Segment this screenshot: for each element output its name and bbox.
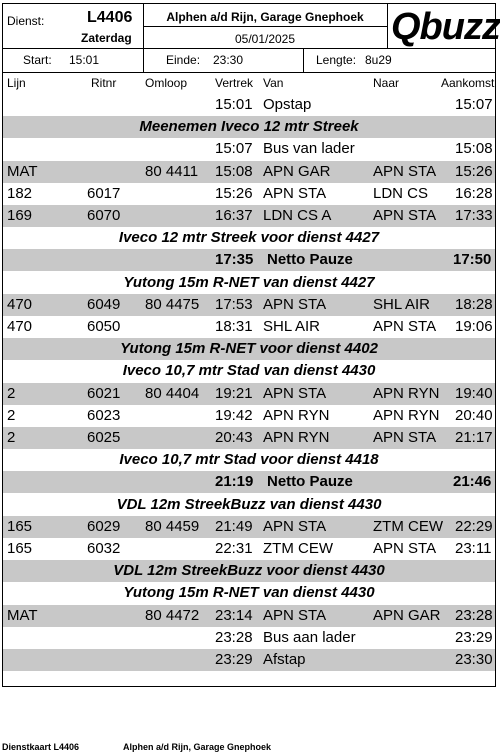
col-van: Van bbox=[263, 76, 284, 90]
cell-aankomst: 15:08 bbox=[455, 140, 493, 158]
cell-ritnr: 6021 bbox=[87, 384, 121, 402]
vehicle-note-text: Yutong 15m R-NET van dienst 4427 bbox=[123, 273, 375, 291]
cell-van: APN STA bbox=[263, 606, 327, 624]
divider bbox=[303, 48, 304, 72]
cell-naar: LDN CS bbox=[373, 184, 429, 202]
cell-vertrek: 23:14 bbox=[215, 606, 253, 624]
cell-lijn: 470 bbox=[7, 318, 33, 335]
cell-naar: APN STA bbox=[373, 162, 437, 180]
cell-vertrek: 15:01 bbox=[215, 96, 253, 113]
cell-van: APN RYN bbox=[263, 429, 330, 446]
cell-vertrek: 19:42 bbox=[215, 406, 253, 424]
cell-naar: APN STA bbox=[373, 429, 437, 446]
vehicle-note-text: VDL 12m StreekBuzz voor dienst 4430 bbox=[113, 562, 385, 580]
cell-aankomst: 15:26 bbox=[455, 162, 493, 180]
pause-label: Netto Pauze bbox=[267, 251, 353, 269]
cell-vertrek: 15:26 bbox=[215, 184, 253, 202]
cell-ritnr: 6070 bbox=[87, 207, 121, 224]
vehicle-note-text: Iveco 10,7 mtr Stad van dienst 4430 bbox=[122, 362, 376, 380]
cell-naar: APN STA bbox=[373, 318, 437, 335]
cell-omloop: 80 4475 bbox=[145, 295, 200, 313]
cell-omloop: 80 4472 bbox=[145, 606, 200, 624]
cell-van: SHL AIR bbox=[263, 318, 320, 335]
cell-vertrek: 19:21 bbox=[215, 384, 253, 402]
cell-aankomst: 16:28 bbox=[455, 184, 493, 202]
trip-row bbox=[3, 294, 495, 316]
header bbox=[3, 4, 500, 49]
cell-vertrek: 21:49 bbox=[215, 517, 253, 535]
col-lijn: Lijn bbox=[7, 76, 26, 90]
vehicle-note bbox=[3, 360, 495, 382]
info-row bbox=[3, 48, 495, 73]
trip-row bbox=[3, 516, 495, 538]
cell-van: Afstap bbox=[263, 651, 306, 668]
cell-vertrek: 23:29 bbox=[215, 651, 253, 668]
cell-ritnr: 6025 bbox=[87, 429, 121, 446]
trip-row bbox=[3, 161, 495, 183]
cell-van: Bus van lader bbox=[263, 140, 355, 158]
cell-aankomst: 22:29 bbox=[455, 517, 493, 535]
start-value: 15:01 bbox=[69, 53, 100, 67]
cell-lijn: 169 bbox=[7, 207, 33, 224]
einde-value: 23:30 bbox=[213, 53, 244, 67]
vehicle-note-text: Iveco 10,7 mtr Stad voor dienst 4418 bbox=[119, 451, 379, 469]
cell-lijn: 182 bbox=[7, 184, 33, 202]
cell-van: Bus aan lader bbox=[263, 628, 356, 646]
header-duty-cell bbox=[3, 4, 144, 48]
footer-garage: Alphen a/d Rijn, Garage Gnephoek bbox=[123, 742, 272, 752]
vehicle-note-text: Iveco 12 mtr Streek voor dienst 4427 bbox=[118, 229, 380, 247]
pause-end: 21:46 bbox=[453, 473, 492, 491]
col-omloop: Omloop bbox=[145, 76, 188, 90]
cell-lijn: MAT bbox=[7, 606, 38, 624]
footer-duty: Dienstkaart L4406 bbox=[2, 742, 80, 752]
trip-row bbox=[3, 316, 495, 338]
cell-vertrek: 15:07 bbox=[215, 140, 253, 158]
start-label: Start: bbox=[23, 53, 52, 67]
col-aankomst: Aankomst bbox=[441, 76, 495, 90]
col-vertrek: Vertrek bbox=[215, 76, 254, 90]
trip-row bbox=[3, 138, 495, 160]
cell-aankomst: 19:40 bbox=[455, 384, 493, 402]
cell-aankomst: 23:30 bbox=[455, 651, 493, 668]
cell-ritnr: 6029 bbox=[87, 517, 121, 535]
garage-name: Alphen a/d Rijn, Garage Gnephoek bbox=[166, 10, 364, 24]
cell-naar: APN RYN bbox=[373, 406, 440, 424]
trip-row bbox=[3, 649, 495, 671]
cell-ritnr: 6049 bbox=[87, 295, 121, 313]
trip-row bbox=[3, 427, 495, 449]
cell-van: APN STA bbox=[263, 184, 327, 202]
cell-ritnr: 6032 bbox=[87, 540, 121, 557]
pause-label: Netto Pauze bbox=[267, 473, 353, 491]
vehicle-note-text: Yutong 15m R-NET van dienst 4430 bbox=[123, 584, 375, 602]
cell-vertrek: 18:31 bbox=[215, 318, 253, 335]
cell-ritnr: 6023 bbox=[87, 406, 121, 424]
cell-lijn: 2 bbox=[7, 429, 16, 446]
cell-aankomst: 23:29 bbox=[455, 628, 493, 646]
column-headers bbox=[3, 72, 495, 94]
cell-van: APN GAR bbox=[263, 162, 331, 180]
cell-lijn: 165 bbox=[7, 517, 33, 535]
day-label: Zaterdag bbox=[81, 31, 132, 45]
vehicle-note bbox=[3, 227, 495, 249]
cell-van: APN STA bbox=[263, 295, 327, 313]
cell-omloop: 80 4404 bbox=[145, 384, 200, 402]
cell-naar: ZTM CEW bbox=[373, 517, 443, 535]
cell-aankomst: 18:28 bbox=[455, 295, 493, 313]
cell-vertrek: 16:37 bbox=[215, 207, 253, 224]
cell-lijn: 2 bbox=[7, 406, 16, 424]
service-date: 05/01/2025 bbox=[234, 32, 296, 46]
vehicle-note-text: Yutong 15m R-NET voor dienst 4402 bbox=[120, 340, 378, 358]
trip-row bbox=[3, 405, 495, 427]
col-ritnr: Ritnr bbox=[91, 76, 117, 90]
col-naar: Naar bbox=[373, 76, 400, 90]
header-garage-cell bbox=[143, 4, 388, 48]
pause-start: 17:35 bbox=[215, 251, 254, 269]
vehicle-note bbox=[3, 582, 495, 604]
cell-van: LDN CS A bbox=[263, 207, 332, 224]
trip-row bbox=[3, 94, 495, 116]
vehicle-note bbox=[3, 560, 495, 582]
cell-lijn: 2 bbox=[7, 384, 16, 402]
cell-ritnr: 6017 bbox=[87, 184, 121, 202]
cell-naar: APN RYN bbox=[373, 384, 440, 402]
cell-lijn: MAT bbox=[7, 162, 38, 180]
vehicle-note bbox=[3, 494, 495, 516]
trip-row bbox=[3, 605, 495, 627]
lengte-label: Lengte: bbox=[316, 53, 357, 67]
cell-vertrek: 23:28 bbox=[215, 628, 253, 646]
qbuzz-logo: Qbuzz bbox=[391, 6, 500, 48]
lengte-value: 8u29 bbox=[365, 53, 392, 67]
cell-omloop: 80 4411 bbox=[145, 162, 199, 180]
cell-lijn: 470 bbox=[7, 295, 33, 313]
trip-row bbox=[3, 538, 495, 560]
cell-vertrek: 17:53 bbox=[215, 295, 253, 313]
dienst-label: Dienst: bbox=[7, 14, 45, 28]
pause-row bbox=[3, 471, 495, 493]
cell-aankomst: 20:40 bbox=[455, 406, 493, 424]
divider bbox=[143, 26, 387, 27]
cell-ritnr: 6050 bbox=[87, 318, 121, 335]
vehicle-note bbox=[3, 116, 495, 138]
cell-van: APN RYN bbox=[263, 406, 330, 424]
cell-van: ZTM CEW bbox=[263, 540, 333, 557]
cell-vertrek: 15:08 bbox=[215, 162, 253, 180]
cell-naar: APN STA bbox=[373, 207, 437, 224]
cell-van: APN STA bbox=[263, 517, 327, 535]
cell-lijn: 165 bbox=[7, 540, 33, 557]
cell-van: APN STA bbox=[263, 384, 327, 402]
cell-aankomst: 21:17 bbox=[455, 429, 493, 446]
cell-naar: SHL AIR bbox=[373, 295, 430, 313]
divider bbox=[143, 48, 144, 72]
trip-row bbox=[3, 183, 495, 205]
pause-start: 21:19 bbox=[215, 473, 254, 491]
vehicle-note-text: VDL 12m StreekBuzz van dienst 4430 bbox=[116, 495, 382, 513]
cell-vertrek: 22:31 bbox=[215, 540, 253, 557]
cell-aankomst: 19:06 bbox=[455, 318, 493, 335]
cell-aankomst: 23:11 bbox=[455, 540, 492, 557]
cell-naar: APN STA bbox=[373, 540, 437, 557]
einde-label: Einde: bbox=[166, 53, 201, 67]
cell-aankomst: 23:28 bbox=[455, 606, 493, 624]
dienst-number: L4406 bbox=[87, 9, 133, 26]
vehicle-note bbox=[3, 272, 495, 294]
pause-end: 17:50 bbox=[453, 251, 492, 269]
duty-card bbox=[2, 3, 500, 687]
cell-aankomst: 15:07 bbox=[455, 96, 493, 113]
cell-vertrek: 20:43 bbox=[215, 429, 253, 446]
cell-aankomst: 17:33 bbox=[455, 207, 493, 224]
header-logo-cell bbox=[387, 4, 500, 48]
trip-row bbox=[3, 205, 495, 227]
vehicle-note bbox=[3, 449, 495, 471]
trip-row bbox=[3, 383, 495, 405]
pause-row bbox=[3, 249, 495, 271]
cell-naar: APN GAR bbox=[373, 606, 441, 624]
vehicle-note bbox=[3, 338, 495, 360]
cell-omloop: 80 4459 bbox=[145, 517, 200, 535]
trip-row bbox=[3, 627, 495, 649]
vehicle-note-text: Meenemen Iveco 12 mtr Streek bbox=[139, 118, 359, 136]
cell-van: Opstap bbox=[263, 96, 312, 113]
